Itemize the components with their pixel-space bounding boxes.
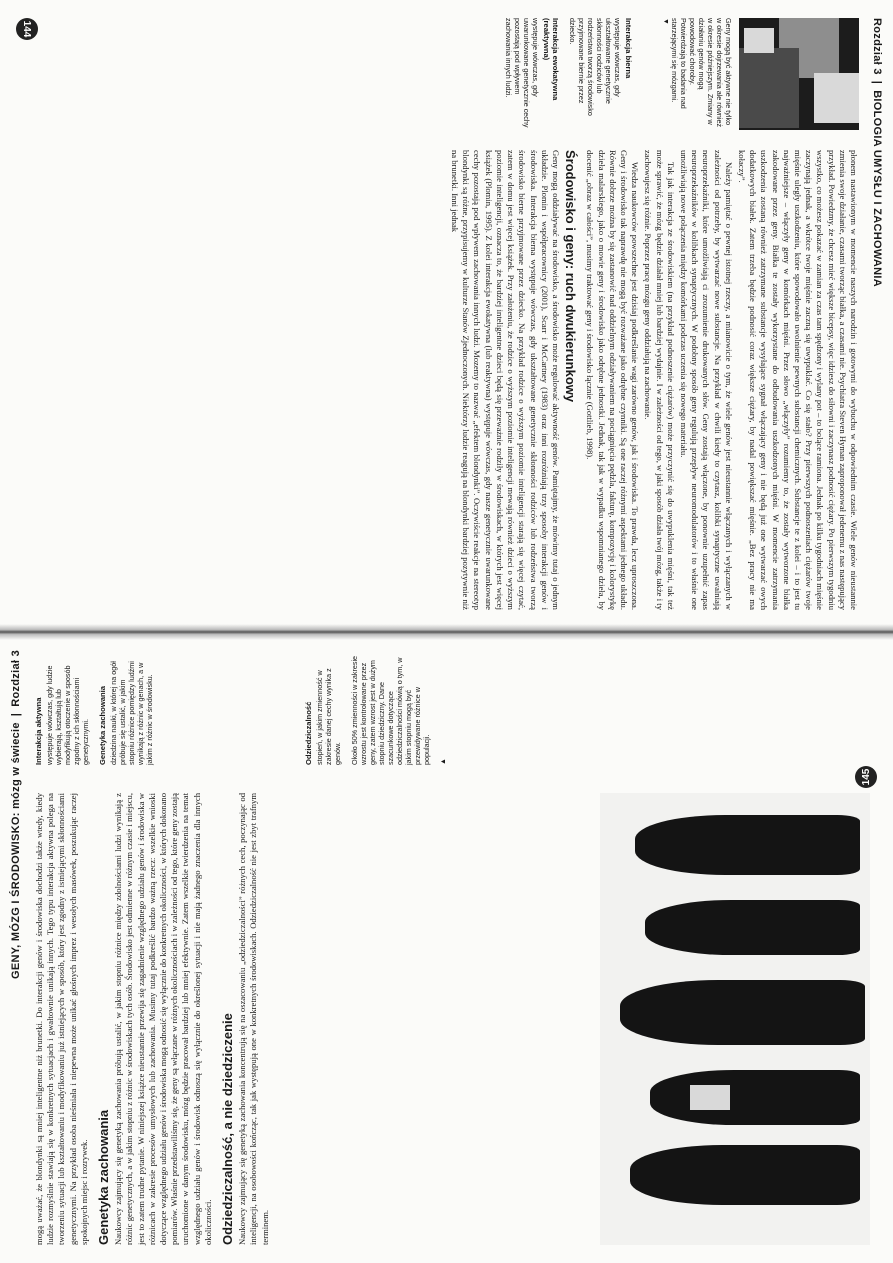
paragraph: płonem nastawionym w momencie naszych narodzin i gotowymi do wybuchu w odpowiednim czasie. Wiele genów nieustannie zmienia swoje działanie, czasami tworząc białka, a czasami nie. Psychiatra Steven Hyman zaproponował jedenemu z nas następujący przykład. Powiedzmy, że chcesz mieć większe bicepsy, więc idziesz do siłowni i zaczynasz podnosić ciężary. Po pierwszym tygodniu wszystko, co możesz pokazać w zamian za czas tam spędzony i wylany pot – to bolące ramiona. Jednak po kilku tygodniach mięśnie zaczynają jednak, a wkrótce twoje mięśnie zaczną się uwypuklać. Co się stało? Przy pierwszych podnoszeniach ciężarów twoje mięśnie uległy uszkodzeniu, które spowodowało uwolnienie pewnych substancji chemicznych. Substancje te z kolei – i to jest tu najważniejsze – włączyły geny w komórkach mięśni. Przez słowo „włączyły” rozumiemy to, że zostały wytworzone białka zakodowane przez geny. Białka te zostały wykorzystane do odbudowania uszkodzonych mięśni. W momencie zatrzymania uszkodzenia zostaną również zatrzymane substancje wysyłające sygnał włączający geny i nie będą już one wytwarzać owych dodatkowych białek. Zatem trzeba będzie podnosić coraz większe ciężary, by nadal powiększać mięśnie. „Bez pracy nie ma kołaczy”. [736,150,859,610]
margin-definition: występuje wówczas, gdy uwarunkowane genetycznie cechy pozostają pod wpływem zachowania innych ludzi. [504,18,540,128]
photo-top [739,18,859,130]
margin-definition: występuje wówczas, gdy ukształtowane genetycznie skłonności rodziców lub rodzeństwa tworzą środowisko przyjmowane biernie przez dziecko. [568,18,622,116]
running-head: GENY, MÓZG I ŚRODOWISKO: mózg w świecie|Rozdział 3 [10,650,22,979]
running-head-title: GENY, MÓZG I ŚRODOWISKO: mózg w świecie [10,722,22,979]
margin-term: Interakcja ewokatywna (reaktywna) [542,18,560,101]
margin-term: Interakcja aktywna [34,697,43,765]
paragraph: Tak jak interakcja ze środowiskiem (na przykład podnoszenie ciężarów) może przyczynić się do uwypuklenia mięśni, tak też może sprawić, że mózg będzie działał mniej lub bardziej wydajnie. I w zależności od tego, w jaki sposób działa twój mózg, także i ty zachowujesz się różnie. Poprzez pracę mózgu geny oddziałują na zachowanie. [643,150,676,610]
photo-caption [661,18,733,128]
page-number: 145 [855,766,877,788]
page-number: 144 [16,18,38,40]
note-arrow-icon: ▲ [440,758,447,765]
margin-term: Genetyka zachowania [98,686,107,765]
section-heading: Odziedziczalność, a nie dziedziczenie [220,1013,236,1245]
running-head-chapter: Rozdział 3 [10,650,22,707]
photo-caption-text: Geny mogą być aktywne nie tylko w okresie dojrzewania ale również w okresie późniejszym. Zmiany w działaniu genów mogą powodować choroby. Potwierdzają to badania nad starzejącymi się mózgami. [670,18,733,128]
section-heading: Genetyka zachowania [96,1109,112,1245]
paragraph: Naukowcy zajmujący się genetyką zachowania próbują ustalić, w jakim stopniu różnice między zdolnościami ludzi wynikają z różnic genetycznych, a w jakim stopniu z różnic w środowiskach tych osób. Środowisko jest odmienne w różnym czasie i miejscu, jest to zatem trudne pytanie. W niniejszej książce nieustannie przewija się zagadnienie względnego udziału genów i środowiska w różnicach w zakresie procesów umysłowych lub zachowania. Musimy tutaj podkreślić bardzo ważną rzecz: wszelkie wnioski dotyczące względnego udziału genów i środowiska mogą odnosić się wyłącznie do konkretnych okoliczności, w których dokonano pomiarów. Właśnie przedstawiliśmy się, że geny są włączane w różnych okolicznościach i w zależności od tego, które geny zostają uruchomione w danym środowisku, mózg będzie pracował bardziej lub mniej efektywnie. Zatem wszelkie twierdzenia na temat względnego udziału genów i środowisk odnoszą się wyłącznie do określonej sytuacji i nie mają żadnego znaczenia dla innych okoliczności. [113,793,213,1245]
main-text [447,150,859,610]
paragraph: Geny mogą oddziaływać na środowisko, a środowisko może regulować aktywność genów. Pamiętajmy, że mówimy tutaj o jednym układzie. Plomin i współpracownicy (2001), Scarr i McCartney (1983) oraz inni rozróżniają trzy sposoby interakcji genów i środowiska. Interakcja bierna występuje wówczas, gdy ukształtowane genetycznie skłonności rodziców lub rodzeństwa tworzą środowisko bierne przyjmowane przez dziecko. Na przykład rodzice o wyższym poziomie inteligencji starają się więcej czytać, zatem w domu jest więcej książek. Przy założeniu, że rodzice o wyższym poziomie inteligencji mewają również dzieci o wyższym poziomie inteligencji, oznacza to, że bardziej inteligentne dzieci będą się przeważnie rodziły w środowiskach, w których jest więcej książek (Plomin, 1995). Z kolei interakcja ewokatywna (lub reaktywna) występuje wówczas, gdy nasze genetycznie uwarunkowane cechy pozostają pod wpływem zachowania innych ludzi. Mozemy to nazwać „efektem blondynki”. Oczywiście reakcje na stereotyp blondynki są różne, przypisujemy w kulturze Stanów Zjednoczonych. Niektórzy ludzie reagują na blondynki bardziej pozytywnie niż na brunetki. Inni jednak [450,150,561,610]
paragraph: Naukowcy zajmujący się genetyką zachowania koncentrują się na oszacowaniu „odziedziczalności” różnych cech, poczynając od inteligencji, na osobowości kończąc, tak jak występują one w konkretnych środowiskach. Odziedziczalność nie jest zbyt trafnym terminem. [237,793,270,1245]
paragraph: Wiedza naukowców powszechne jest dzisiaj podkreślanie wagi zarówno genów, jak i środowiska. To prawda, lecz uproszczona. Geny i środowisko tak naprawdę nie mogą być rozważane jako odrębne czynniki. Są one raczej różnymi aspektami jednego układu. Równie dobrze można by się zastanowić nad oddzielnym odziaływaniem na pociągnięcia pędzla, fakturę, kompozycję i kolorystykę dzieła malarskiego, jako o mowie geny i środowisko jako odrębne jednostki. Jednak, tak jak w wypadku wspomnianego dzieła, by docenić „obraz w całości”, musimy traktować geny i środowisko łącznie (Gottlieb, 1998). [585,150,641,610]
photo-bottom [600,793,870,1245]
section-heading: Środowisko i geny: ruch dwukierunkowy [563,150,579,403]
margin-definition: stopień, w jakim zmienność w zakresie danej cechy wynika z genów. [315,668,342,765]
margin-glossary [34,655,448,765]
main-text [34,793,273,1245]
running-head-title: BIOLOGIA UMYSŁU I ZACHOWANIA [871,90,883,288]
caption-arrow-icon: ▼ [662,18,669,25]
margin-definition: dziedzina nauki, w której na ogół próbuje się ustalić, w jakim stopniu różnice pomiędzy ludźmi wynikają z różnic w genach, a w jakim z różnic w środowisku. [109,661,154,765]
paragraph: mogą uważać, że blondynki są mniej inteligentne niż brunetki. Do interakcji genów i środowiska dochodzi także wtedy, kiedy ludzie rozmyślnie stawiają się w konkretnych sytuacjach i gwałtownie unikają innych. Tego typu interakcja aktywna polega na tworzeniu sytuacji lub kształtowaniu i modyfikowaniu już istniejących w sposób, który jest zgodny z istniejącymi skłonnościami genetycznymi. Na przykład osoba nieśmiała i niepewna może unikać głośnych imprez i wesołych masówek, poszukując raczej spokojnych miejsc i rozrywek. [34,793,89,1245]
margin-term: Odziedziczalność [304,701,313,765]
margin-definition: występuje wówczas, gdy ludzie wybierają, kształtują lub modyfikują otoczenie w sposób zgodny z ich skłonnościami genetycznymi. [45,665,90,765]
page-145 [0,632,893,1263]
running-head: Rozdział 3|BIOLOGIA UMYSŁU I ZACHOWANIA [871,18,883,288]
margin-term: Interakcja bierna [624,18,633,79]
page-144 [0,0,893,631]
running-head-chapter: Rozdział 3 [871,18,883,75]
margin-glossary [496,18,633,128]
margin-note: Około 50% zmienności w zakresie wzrostu jest kontrolowane przez geny, zatem wzrost jest w dużym stopniu dziedziczny. Dane szacunkowe dotyczące odziedziczalności mówią o tym, w jakim stopniu mogą być przewidywane różnice w populacji. [350,655,431,765]
paragraph: Należy pamiętać o pewnej istotnej rzeczy, a mianowicie o tym, że wiele genów jest nieustannie włączanych i wyłączanych w zależności od potrzeby, by wytwarzać nowe substancje. Na przykład w chwili kiedy to czytasz, kolibki synaptyczne uwalniają neuroprzekaźniki, które umożliwiają ci zrozumienie drukowanych słów. Geny zostają włączone, by ponownie uzupełnić zapas neuroprzekaźników w kolibkach synaptycznych. W podobny sposób geny regulują przepływ neuromodulatorów i to właśnie one umożliwiają nowe połączenia między komórkami podczas uczenia się nowego materiału. [678,150,734,610]
